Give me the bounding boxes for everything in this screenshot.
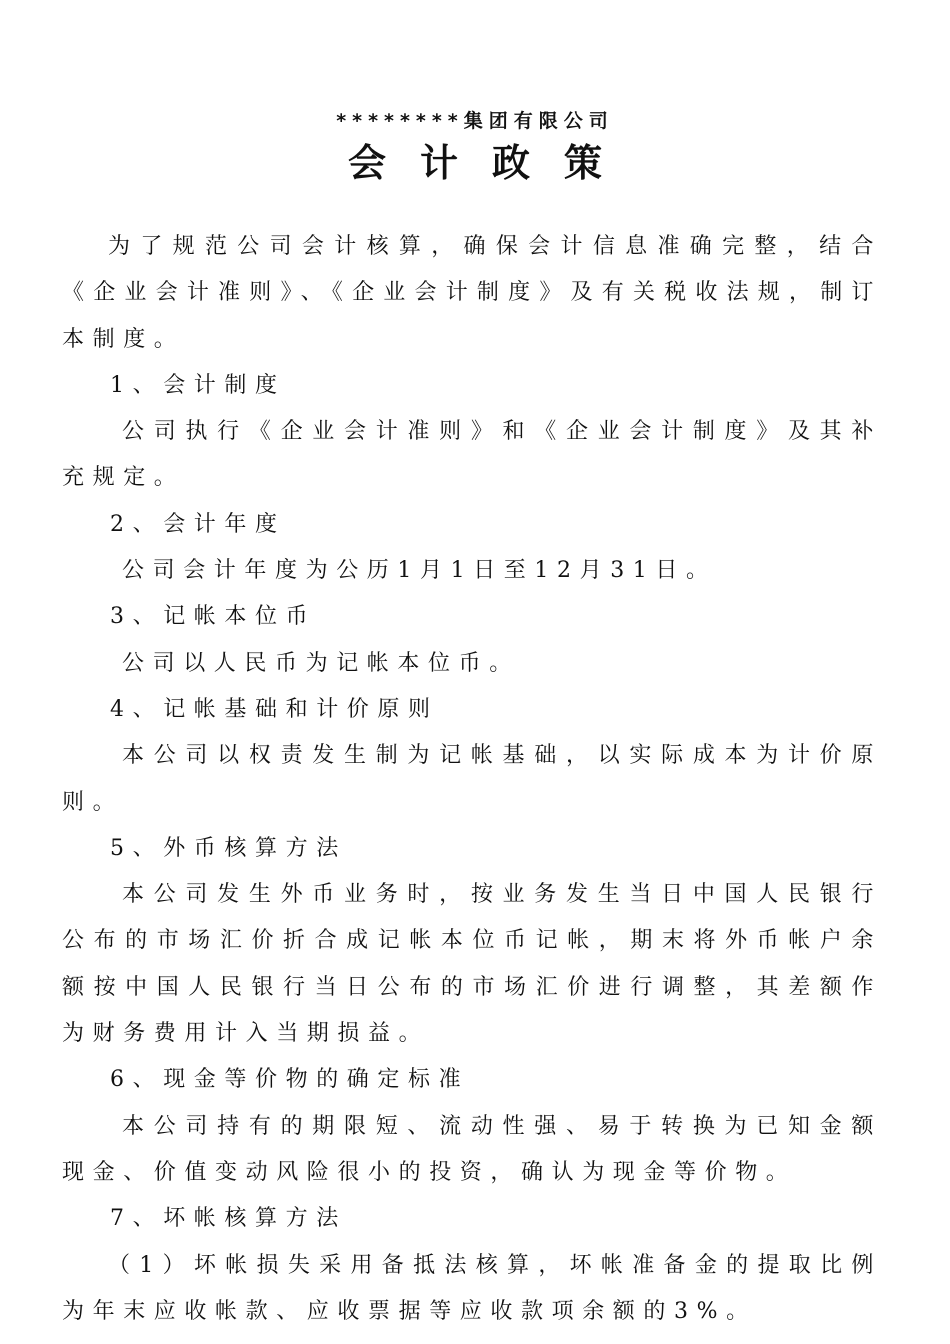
- section-paragraph-1: 公司执行《企业会计准则》和《企业会计制度》及其补充规定。: [62, 419, 882, 491]
- section-heading-6: 6、现金等价物的确定标准: [110, 1067, 470, 1093]
- document-title: 会计政策: [347, 141, 636, 185]
- section-paragraph-4: 本公司以权责发生制为记帐基础，以实际成本为计价原则。: [62, 743, 882, 815]
- section-heading-7: 7、坏帐核算方法: [110, 1206, 347, 1232]
- section-paragraph-5: 本公司发生外币业务时，按业务发生当日中国人民银行公布的市场汇价折合成记帐本位币记帐，期末将外币帐户余额按中国人民银行当日公布的市场汇价进行调整，其差额作为财务费用计入当期损益。: [62, 882, 882, 1047]
- section-heading-4: 4、记帐基础和计价原则: [110, 696, 439, 722]
- section-paragraph-2: 公司会计年度为公历1月1日至12月31日。: [122, 558, 717, 584]
- intro-paragraph: 为了规范公司会计核算，确保会计信息准确完整，结合《企业会计准则》、《企业会计制度》及有关税收法规，制订本制度。: [62, 234, 882, 352]
- section-paragraph-6: 本公司持有的期限短、流动性强、易于转换为已知金额现金、价值变动风险很小的投资，确认为现金等价物。: [62, 1113, 882, 1185]
- section-paragraph-7: （1）坏帐损失采用备抵法核算，坏帐准备金的提取比例为年末应收帐款、应收票据等应收款项余额的3%。: [62, 1252, 882, 1324]
- section-paragraph-3: 公司以人民币为记帐本位币。: [122, 650, 520, 676]
- section-heading-3: 3、记帐本位币: [110, 604, 317, 630]
- section-heading-2: 2、会计年度: [110, 511, 286, 537]
- section-heading-1: 1、会计制度: [110, 372, 286, 398]
- document-body: [62, 224, 882, 1335]
- section-heading-5: 5、外币核算方法: [110, 835, 347, 861]
- company-name: ********集团有限公司: [336, 110, 614, 132]
